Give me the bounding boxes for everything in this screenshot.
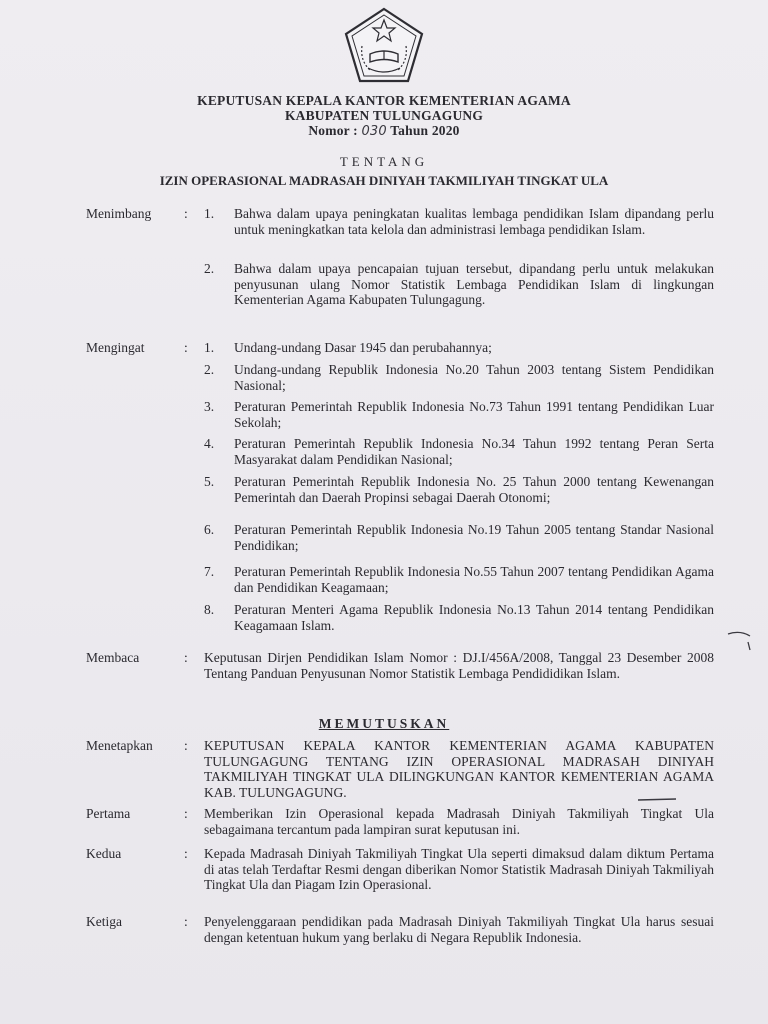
kedua-label: Kedua <box>86 846 122 861</box>
mengingat-label: Mengingat <box>86 340 145 355</box>
ketiga-label: Ketiga <box>86 914 122 929</box>
mengingat-num-4: 4. <box>204 436 215 451</box>
header-title: KEPUTUSAN KEPALA KANTOR KEMENTERIAN AGAMA <box>197 93 571 108</box>
nomor-label: Nomor : <box>308 123 358 138</box>
mengingat-num-8: 8. <box>204 602 215 617</box>
menetapkan-text: KEPUTUSAN KEPALA KANTOR KEMENTERIAN AGAMA KABUPATEN TULUNGAGUNG TENTANG IZIN OPERASIONAL MADRASAH DINIYAH TAKMILIYAH TINGKAT ULA DILINGKUNGAN KANTOR KEMENTERIAN AGAMA KAB. TULUNGAGUNG. <box>204 738 714 800</box>
mengingat-text-6: Peraturan Pemerintah Republik Indonesia No.19 Tahun 2005 tentang Standar Nasional Pendidikan; <box>234 522 714 553</box>
colon: : <box>184 206 188 221</box>
mengingat-text-2: Undang-undang Republik Indonesia No.20 Tahun 2003 tentang Sistem Pendidikan Nasional; <box>234 362 714 393</box>
mengingat-text-8: Peraturan Menteri Agama Republik Indonesia No.13 Tahun 2014 tentang Pendidikan Keagamaan Islam. <box>234 602 714 633</box>
colon: : <box>184 806 188 821</box>
menetapkan-label: Menetapkan <box>86 738 153 753</box>
colon: : <box>184 650 188 665</box>
menimbang-num-1: 1. <box>204 206 215 221</box>
mengingat-text-5: Peraturan Pemerintah Republik Indonesia No. 25 Tahun 2000 tentang Kewenangan Pemerintah dan Daerah Propinsi sebagai Daerah Otonomi; <box>234 474 714 505</box>
mengingat-num-6: 6. <box>204 522 215 537</box>
pertama-text: Memberikan Izin Operasional kepada Madrasah Diniyah Takmiliyah Tingkat Ula sebagaimana tercantum pada lampiran surat keputusan ini. <box>204 806 714 837</box>
menimbang-label: Menimbang <box>86 206 152 221</box>
kedua-text: Kepada Madrasah Diniyah Takmiliyah Tingkat Ula seperti dimaksud dalam diktum Pertama di atas telah Terdaftar Resmi dengan diberikan Nomor Statistik Madrasah Diniyah Takmiliyah Tingkat Ula dan Piagam Izin Operasional. <box>204 846 714 892</box>
colon: : <box>184 340 188 355</box>
tentang-heading: TENTANG <box>339 154 429 169</box>
kemenag-emblem-icon <box>342 6 426 86</box>
mengingat-text-3: Peraturan Pemerintah Republik Indonesia No.73 Tahun 1991 tentang Pendidikan Luar Sekolah; <box>234 399 714 430</box>
header-regency: KABUPATEN TULUNGAGUNG <box>284 108 484 123</box>
pen-mark-decoration <box>636 796 680 804</box>
ketiga-text: Penyelenggaraan pendidikan pada Madrasah Diniyah Takmiliyah Tingkat Ula harus sesuai dengan ketentuan hukum yang berlaku di Negara Republik Indonesia. <box>204 914 714 945</box>
colon: : <box>184 738 188 753</box>
membaca-label: Membaca <box>86 650 140 665</box>
pertama-label: Pertama <box>86 806 131 821</box>
mengingat-text-4: Peraturan Pemerintah Republik Indonesia No.34 Tahun 1992 tentang Peran Serta Masyarakat dalam Pendidikan Nasional; <box>234 436 714 467</box>
mengingat-text-7: Peraturan Pemerintah Republik Indonesia No.55 Tahun 2007 tentang Pendidikan Agama dan Pendidikan Keagamaan; <box>234 564 714 595</box>
mengingat-text-1: Undang-undang Dasar 1945 dan perubahannya; <box>234 340 492 355</box>
nomor-value: 030 <box>361 124 387 139</box>
pen-mark-decoration <box>726 628 756 658</box>
header-number <box>0 123 768 139</box>
tahun-label: Tahun 2020 <box>390 123 460 138</box>
mengingat-num-7: 7. <box>204 564 215 579</box>
mengingat-num-3: 3. <box>204 399 215 414</box>
colon: : <box>184 846 188 861</box>
membaca-text: Keputusan Dirjen Pendidikan Islam Nomor : DJ.I/456A/2008, Tanggal 23 Desember 2008 Tentang Panduan Penyusunan Nomor Statistik Lembaga Pendididikan Islam. <box>204 650 714 681</box>
menimbang-num-2: 2. <box>204 261 215 276</box>
mengingat-num-2: 2. <box>204 362 215 377</box>
menimbang-text-1: Bahwa dalam upaya peningkatan kualitas lembaga pendidikan Islam dipandang perlu untuk meningkatkan tata kelola dan administrasi lembaga pendidikan Islam. <box>234 206 714 237</box>
mengingat-num-5: 5. <box>204 474 215 489</box>
mengingat-num-1: 1. <box>204 340 215 355</box>
subject-title: IZIN OPERASIONAL MADRASAH DINIYAH TAKMILIYAH TINGKAT ULA <box>159 173 609 188</box>
memutuskan-heading: MEMUTUSKAN <box>318 716 450 731</box>
colon: : <box>184 914 188 929</box>
menimbang-text-2: Bahwa dalam upaya pencapaian tujuan tersebut, dipandang perlu untuk melakukan penyusunan ulang Nomor Statistik Lembaga Pendidikan Islam di lingkungan Kementerian Agama Kabupaten Tulungagung. <box>234 261 714 307</box>
